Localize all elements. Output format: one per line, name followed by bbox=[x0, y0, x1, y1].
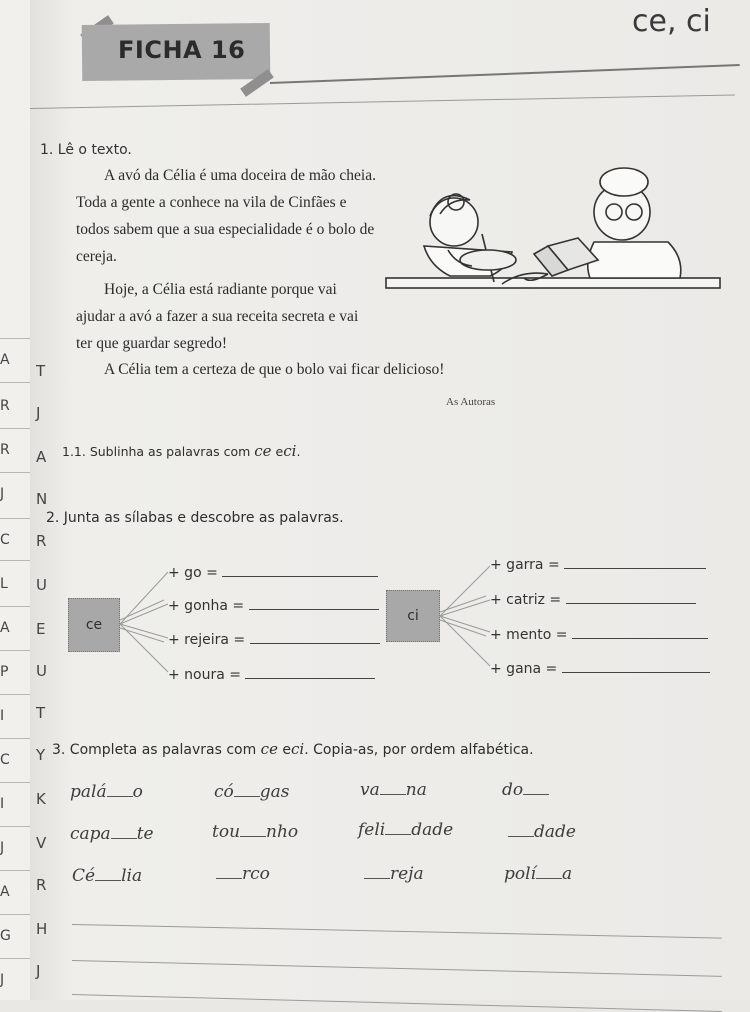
ci-item-label: + mento = bbox=[490, 627, 568, 643]
strip-letter: G bbox=[0, 928, 11, 944]
fill-word bbox=[360, 780, 427, 800]
word-end: o bbox=[132, 782, 143, 802]
grid-letter: J bbox=[36, 962, 41, 980]
ci-item bbox=[490, 626, 708, 643]
strip-letter: J bbox=[0, 972, 5, 988]
grid-letter: T bbox=[36, 362, 46, 380]
q1-1-and: e bbox=[275, 444, 284, 459]
word-end: reja bbox=[390, 864, 424, 884]
word-gap[interactable] bbox=[216, 868, 242, 879]
grid-letter: T bbox=[36, 704, 46, 722]
strip-letter: L bbox=[0, 576, 8, 592]
q1-heading: 1. Lê o texto. bbox=[40, 142, 132, 158]
ci-item bbox=[490, 660, 710, 677]
word-start: palá bbox=[70, 782, 107, 802]
author-credit: As Autoras bbox=[446, 396, 496, 408]
word-end: na bbox=[405, 780, 427, 800]
fill-word bbox=[212, 822, 298, 842]
ci-connector-lines bbox=[438, 556, 498, 676]
strip-letter: I bbox=[0, 708, 5, 724]
grid-letter: H bbox=[36, 920, 48, 938]
ce-item bbox=[168, 597, 379, 614]
q1-1-instruction bbox=[62, 442, 300, 460]
fill-word bbox=[358, 820, 453, 840]
grid-letter: A bbox=[36, 448, 47, 466]
grid-letter: V bbox=[36, 834, 47, 852]
grid-letter: K bbox=[36, 790, 46, 808]
word-end: dade bbox=[411, 820, 454, 840]
word-start: Cé bbox=[72, 866, 96, 886]
answer-blank[interactable] bbox=[564, 556, 706, 569]
answer-blank[interactable] bbox=[562, 660, 710, 673]
word-gap[interactable] bbox=[95, 870, 121, 881]
word-gap[interactable] bbox=[364, 868, 390, 879]
q1-1-text: 1.1. Sublinha as palavras com bbox=[62, 444, 251, 459]
word-end: te bbox=[136, 824, 154, 844]
fill-word bbox=[70, 824, 154, 844]
ce-item-label: + go = bbox=[168, 565, 218, 581]
answer-blank[interactable] bbox=[566, 591, 696, 604]
word-start: tou bbox=[212, 822, 241, 842]
word-end: a bbox=[562, 864, 573, 884]
q3-heading-b: . Copia-as, por ordem alfabética. bbox=[304, 742, 534, 758]
grid-letter: Y bbox=[36, 746, 46, 764]
q1-1-ce: ce bbox=[254, 442, 272, 460]
ce-item bbox=[168, 631, 380, 648]
word-start: va bbox=[360, 780, 380, 800]
strip-letter: C bbox=[0, 532, 10, 548]
strip-letter: J bbox=[0, 840, 5, 856]
grid-letter: N bbox=[36, 490, 48, 508]
word-start: capa bbox=[70, 824, 111, 844]
answer-blank[interactable] bbox=[222, 564, 378, 577]
ci-item bbox=[490, 556, 706, 573]
ce-item bbox=[168, 666, 375, 683]
q3-heading bbox=[52, 740, 534, 758]
grid-letter: E bbox=[36, 620, 46, 638]
fill-word bbox=[504, 864, 572, 884]
q3-ci: ci bbox=[291, 740, 305, 758]
word-gap[interactable] bbox=[380, 784, 406, 795]
word-gap[interactable] bbox=[536, 868, 562, 879]
fill-word bbox=[72, 866, 142, 886]
word-gap[interactable] bbox=[234, 786, 260, 797]
word-end: lia bbox=[121, 866, 143, 886]
answer-blank[interactable] bbox=[249, 597, 379, 610]
strip-letter: J bbox=[0, 486, 5, 502]
strip-letter: A bbox=[0, 884, 10, 900]
word-start: polí bbox=[504, 864, 536, 884]
cooking-illustration bbox=[384, 150, 724, 310]
strip-letter: A bbox=[0, 620, 10, 636]
strip-letter: R bbox=[0, 398, 10, 414]
topic-title: ce, ci bbox=[632, 4, 711, 39]
ci-item bbox=[490, 591, 696, 608]
text-paragraph-3: A Célia tem a certeza de que o bolo vai ficar delicioso! bbox=[104, 361, 445, 378]
text-paragraph-2 bbox=[76, 276, 376, 357]
strip-letter: C bbox=[0, 752, 10, 768]
fill-word bbox=[70, 782, 143, 802]
fill-word bbox=[214, 782, 290, 802]
q3-ce: ce bbox=[260, 740, 278, 758]
ci-item-label: + catriz = bbox=[490, 592, 562, 608]
answer-blank[interactable] bbox=[572, 626, 708, 639]
ce-item bbox=[168, 564, 378, 581]
word-end: nho bbox=[266, 822, 299, 842]
grid-letter: R bbox=[36, 532, 47, 550]
q1-1-end: . bbox=[296, 444, 301, 459]
word-start: do bbox=[502, 780, 524, 800]
grid-letter: U bbox=[36, 576, 47, 594]
word-start: có bbox=[214, 782, 234, 802]
grid-letter: J bbox=[36, 404, 41, 422]
word-gap[interactable] bbox=[111, 828, 137, 839]
paragraph-text: A avó da Célia é uma doceira de mão cheia. Toda a gente a conhece na vila de Cinfães e todos sabem que a sua especialidade é o bolo de cereja. bbox=[76, 167, 376, 265]
ci-item-label: + garra = bbox=[490, 557, 560, 573]
text-paragraph-1 bbox=[76, 162, 376, 270]
syllable-box-ce: ce bbox=[68, 598, 120, 652]
word-gap[interactable] bbox=[508, 826, 534, 837]
answer-blank[interactable] bbox=[245, 666, 375, 679]
word-gap[interactable] bbox=[523, 784, 549, 795]
ce-item-label: + gonha = bbox=[168, 598, 245, 614]
q3-and: e bbox=[282, 742, 292, 758]
fill-word bbox=[364, 864, 424, 884]
fill-word bbox=[502, 780, 549, 800]
grid-letter: U bbox=[36, 662, 47, 680]
word-gap[interactable] bbox=[107, 786, 133, 797]
ci-item-label: + gana = bbox=[490, 661, 558, 677]
grid-letter: R bbox=[36, 876, 47, 894]
q3-heading-a: 3. Completa as palavras com bbox=[52, 742, 257, 758]
fill-word bbox=[508, 822, 576, 842]
syllable-box-ci: ci bbox=[386, 590, 440, 642]
fill-word bbox=[216, 864, 270, 884]
strip-letter: R bbox=[0, 442, 10, 458]
strip-letter: A bbox=[0, 352, 10, 368]
word-end: rco bbox=[242, 864, 270, 884]
strip-letter: I bbox=[0, 796, 5, 812]
answer-blank[interactable] bbox=[250, 631, 380, 644]
word-end: gas bbox=[259, 782, 290, 802]
word-start: feli bbox=[358, 820, 386, 840]
ficha-title: FICHA 16 bbox=[118, 36, 246, 64]
left-page-strip bbox=[0, 0, 33, 1000]
word-gap[interactable] bbox=[240, 826, 266, 837]
q1-1-ci: ci bbox=[283, 442, 297, 460]
word-end: dade bbox=[534, 822, 576, 842]
ce-item-label: + noura = bbox=[168, 667, 242, 683]
paragraph-text: Hoje, a Célia está radiante porque vai ajudar a avó a fazer a sua receita secreta e vai ter que guardar segredo! bbox=[76, 281, 359, 352]
q2-heading: 2. Junta as sílabas e descobre as palavras. bbox=[46, 510, 344, 526]
ce-item-label: + rejeira = bbox=[168, 632, 246, 648]
word-gap[interactable] bbox=[385, 824, 411, 835]
strip-letter: P bbox=[0, 664, 9, 680]
